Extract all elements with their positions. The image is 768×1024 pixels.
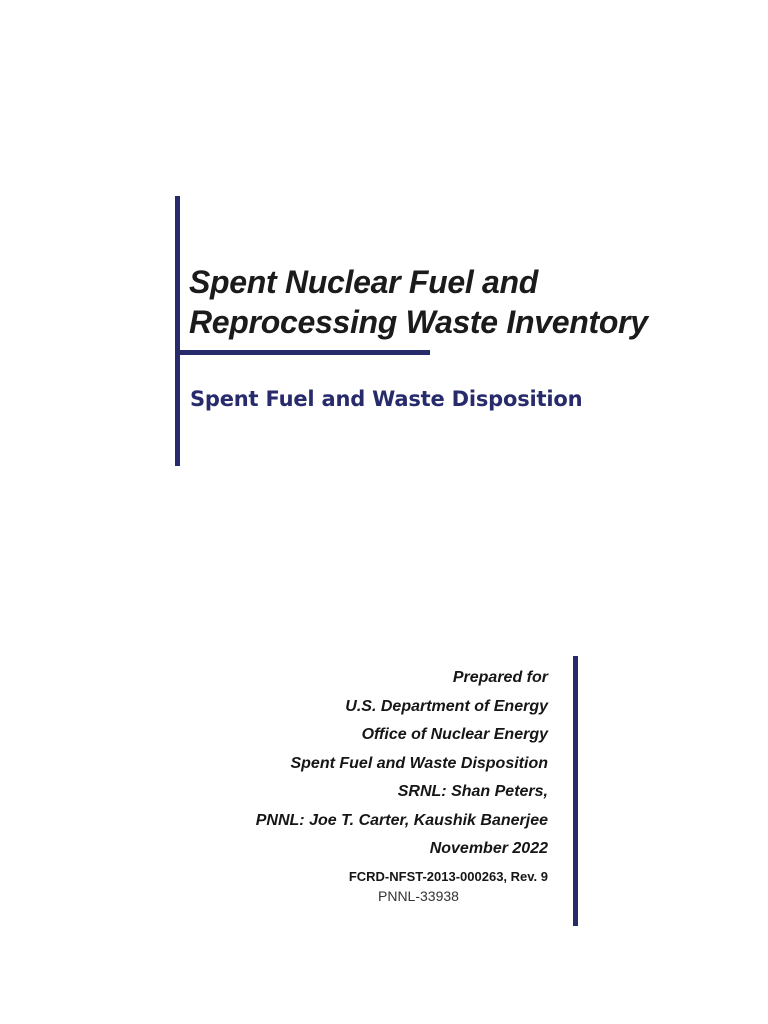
prepared-for-block bbox=[256, 664, 548, 890]
report-id: PNNL-33938 bbox=[378, 888, 459, 904]
document-number: FCRD-NFST-2013-000263, Rev. 9 bbox=[348, 868, 548, 884]
left-accent-bar bbox=[175, 196, 180, 466]
title-line-1: Spent Nuclear Fuel and bbox=[189, 264, 539, 300]
srnl-author: SRNL: Shan Peters, bbox=[397, 783, 548, 800]
publication-date: November 2022 bbox=[429, 840, 548, 857]
prepared-for-label: Prepared for bbox=[452, 669, 548, 686]
title-underline-bar bbox=[175, 350, 430, 355]
program-name: Spent Fuel and Waste Disposition bbox=[290, 754, 548, 772]
document-title bbox=[189, 262, 749, 342]
agency-name: U.S. Department of Energy bbox=[345, 697, 548, 715]
pnnl-authors: PNNL: Joe T. Carter, Kaushik Banerjee bbox=[255, 811, 548, 829]
office-name: Office of Nuclear Energy bbox=[361, 726, 548, 743]
right-accent-bar bbox=[573, 656, 578, 926]
document-subtitle: Spent Fuel and Waste Disposition bbox=[190, 387, 583, 411]
title-line-2: Reprocessing Waste Inventory bbox=[189, 304, 648, 340]
